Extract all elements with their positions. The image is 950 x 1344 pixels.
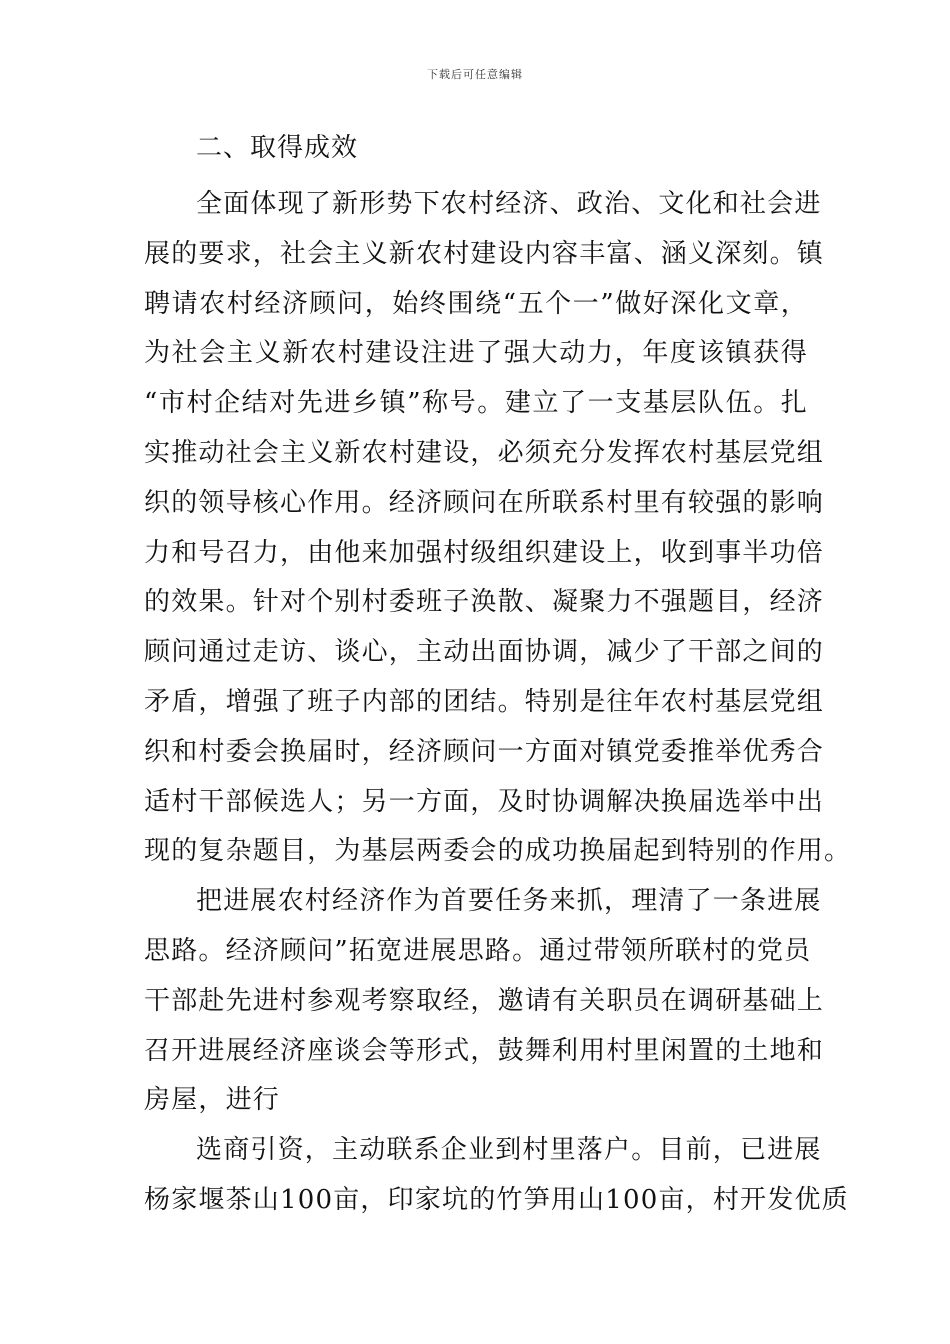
text-line: 顾问通过走访、谈心，主动出面协调，减少了干部之间的 [144, 637, 825, 668]
text-line: 力和号召力，由他来加强村级组织建设上，收到事半功倍 [144, 537, 825, 568]
text-line: 织的领导核心作用。经济顾问在所联系村里有较强的影响 [144, 487, 825, 518]
text-line: 杨家堰茶山100亩，印家坑的竹笋用山100亩，村开发优质 [144, 1184, 849, 1215]
text-line: 干部赴先进村参观考察取经，邀请有关职员在调研基础上 [144, 985, 825, 1016]
text-line: 选商引资，主动联系企业到村里落户。目前，已进展 [196, 1135, 822, 1166]
text-line: 展的要求，社会主义新农村建设内容丰富、涵义深刻。镇 [144, 238, 825, 269]
text-line: 把进展农村经济作为首要任务来抓，理清了一条进展 [196, 886, 822, 917]
text-line: 织和村委会换届时，经济顾问一方面对镇党委推举优秀合 [144, 736, 825, 767]
text-line: 的效果。针对个别村委班子涣散、凝聚力不强题目，经济 [144, 587, 825, 618]
text-line: 全面体现了新形势下农村经济、政治、文化和社会进 [196, 189, 822, 219]
text-line: 为社会主义新农村建设注进了强大动力，年度该镇获得 [144, 338, 808, 369]
text-line: 实推动社会主义新农村建设，必须充分发挥农村基层党组 [144, 437, 825, 468]
text-line: 聘请农村经济顾问，始终围绕“五个一”做好深化文章， [144, 288, 808, 319]
page-header-note: 下载后可任意编辑 [427, 68, 523, 81]
text-line: “市村企结对先进乡镇”称号。建立了一支基层队伍。扎 [144, 388, 808, 419]
text-line: 房屋，进行 [144, 1085, 281, 1116]
body-text [144, 180, 852, 1226]
text-line: 思路。经济顾问”拓宽进展思路。通过带领所联村的党员 [144, 935, 812, 966]
text-line: 现的复杂题目，为基层两委会的成功换届起到特别的作用。 [144, 836, 852, 867]
text-line: 适村干部候选人；另一方面，及时协调解决换届选举中出 [144, 786, 825, 817]
text-line: 召开进展经济座谈会等形式，鼓舞利用村里闲置的土地和 [144, 1035, 825, 1066]
section-heading: 二、取得成效 [196, 133, 359, 163]
text-line: 矛盾，增强了班子内部的团结。特别是往年农村基层党组 [144, 686, 825, 717]
